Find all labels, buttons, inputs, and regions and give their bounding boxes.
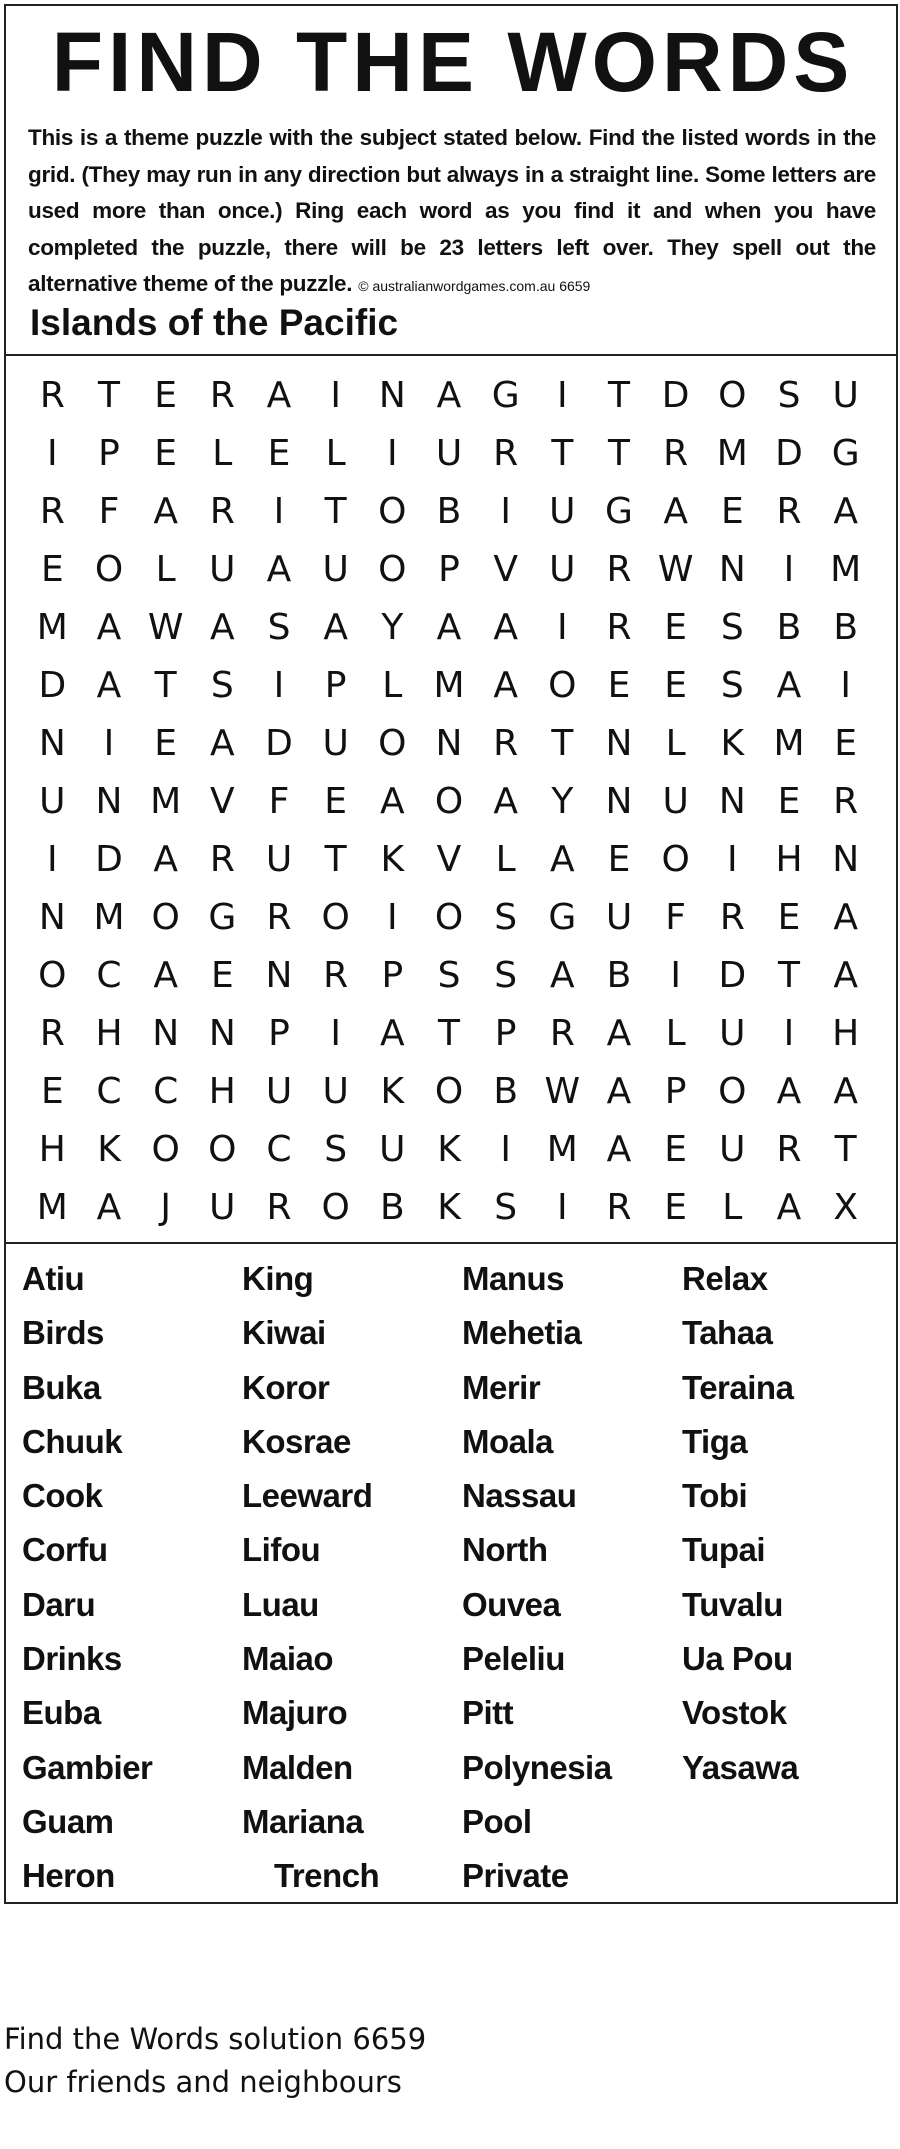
word-list-item: Chuuk [22,1422,123,1460]
grid-cell[interactable]: N [605,780,633,822]
grid-cell[interactable]: N [435,722,463,764]
grid-cell[interactable]: R [493,432,519,474]
grid-cell[interactable]: S [267,606,291,648]
grid-cell[interactable]: M [36,606,68,648]
grid-cell[interactable]: A [833,954,858,996]
grid-cell[interactable]: D [95,838,123,880]
grid-cell[interactable]: R [266,1186,292,1228]
grid-cell[interactable]: T [324,838,347,880]
grid-cell[interactable]: R [493,722,519,764]
grid-cell[interactable]: R [606,606,632,648]
grid-cell[interactable]: R [776,490,802,532]
grid-cell[interactable]: M [36,1186,68,1228]
grid-cell[interactable]: P [438,548,460,590]
grid-cell[interactable]: R [266,896,292,938]
word-list-item: Teraina [682,1368,794,1406]
grid-cell[interactable]: G [605,490,633,532]
grid-cell[interactable]: R [209,490,235,532]
grid-cell[interactable]: E [664,1128,688,1170]
grid-cell[interactable]: Y [381,606,404,648]
grid-cell[interactable]: H [95,1012,123,1054]
grid-cell[interactable]: A [776,1070,802,1112]
grid-cell[interactable]: U [549,490,576,532]
grid-cell[interactable]: I [387,432,398,474]
grid-cell[interactable]: L [665,722,686,764]
grid-cell[interactable]: L [382,664,403,706]
word-list-item: Tiga [682,1422,748,1460]
grid-cell[interactable]: O [718,374,747,416]
word-list-item: Atiu [22,1260,85,1297]
grid-cell[interactable]: E [40,548,64,590]
word-list-item: Cook [22,1477,103,1515]
grid-cell[interactable]: O [151,1128,180,1170]
word-list-item: Trench [274,1857,380,1895]
grid-cell[interactable]: A [153,838,178,880]
grid-cell[interactable]: I [500,490,511,532]
word-list-item: Polynesia [462,1748,612,1786]
word-list-item: Kiwai [242,1314,326,1352]
grid-cell[interactable]: A [153,954,178,996]
grid-cell[interactable]: A [606,1070,632,1112]
grid-cell[interactable]: P [98,432,120,474]
grid-cell[interactable]: O [151,896,180,938]
grid-cell[interactable]: N [152,1012,180,1054]
word-list-item: Lifou [242,1531,321,1569]
grid-cell[interactable]: V [493,548,518,590]
grid-cell[interactable]: R [39,1012,65,1054]
word-list [22,1252,900,1902]
word-list-item: Malden [242,1748,353,1786]
grid-cell[interactable]: U [605,896,633,938]
grid-cell[interactable]: L [155,548,176,590]
word-list-item: Private [462,1857,569,1895]
grid-cell[interactable]: A [776,664,802,706]
grid-cell[interactable]: I [670,954,681,996]
word-list-item: Tahaa [682,1314,773,1352]
grid-cell[interactable]: S [494,1186,518,1228]
grid-cell[interactable]: A [550,838,575,880]
grid-cell[interactable]: T [437,1012,460,1054]
grid-cell[interactable]: E [664,1186,688,1228]
grid-cell[interactable]: A [550,954,575,996]
grid-cell[interactable]: E [664,606,688,648]
word-list-item: Buka [22,1368,101,1406]
grid-cell[interactable]: A [833,490,858,532]
grid-cell[interactable]: O [321,896,350,938]
grid-cell[interactable]: O [548,664,577,706]
grid-cell[interactable]: T [777,954,800,996]
puzzle-theme: Islands of the Pacific [30,302,399,343]
grid-cell[interactable]: N [38,722,66,764]
word-list-item: Leeward [242,1477,373,1515]
instructions-text: This is a theme puzzle with the subject stated below. Find the listed words in the grid. (They may run in any direction but always in a straight line. Some letters are used more than once.) Ring each word as you find it and when you have completed the puzzle, there will be 23 letters left over. They spell out the alternative theme of the puzzle. [28,125,876,296]
grid-cell[interactable]: X [833,1186,858,1228]
copyright-text: © australianwordgames.com.au 6659 [358,278,591,294]
puzzle-instructions [28,120,876,305]
grid-cell[interactable]: A [380,780,405,822]
word-list-item: Mariana [242,1802,364,1840]
word-list-item: Daru [22,1585,96,1623]
grid-cell[interactable]: E [210,954,234,996]
grid-cell[interactable]: I [273,490,285,532]
word-list-item: Ouvea [462,1585,561,1623]
grid-cell[interactable]: A [96,606,122,648]
grid-cell[interactable]: M [433,664,465,706]
word-list-item: Heron [22,1857,115,1895]
grid-cell[interactable]: P [494,1012,517,1054]
grid-cell[interactable]: L [665,1012,686,1054]
grid-cell[interactable]: A [606,1012,632,1054]
word-list-item: Birds [22,1314,104,1352]
grid-cell[interactable]: U [39,780,66,822]
solution-answer: Our friends and neighbours [4,2065,402,2099]
word-list-item: North [462,1531,548,1569]
grid-cell[interactable]: K [720,722,745,764]
word-list-item: Tupai [682,1531,766,1569]
grid-cell[interactable]: P [268,1012,290,1054]
grid-cell[interactable]: A [663,490,688,532]
grid-cell[interactable]: F [665,896,687,938]
word-list-item: Nassau [462,1477,577,1515]
grid-cell[interactable]: D [265,722,293,764]
grid-cell[interactable]: E [777,896,801,938]
grid-cell[interactable]: C [96,954,122,996]
grid-cell[interactable]: G [831,432,860,474]
grid-cell[interactable]: C [266,1128,292,1170]
grid-cell[interactable]: K [97,1128,121,1170]
grid-cell[interactable]: K [437,1186,461,1228]
puzzle-frame [4,4,898,1904]
grid-cell[interactable]: I [557,374,568,416]
grid-cell[interactable]: R [606,548,632,590]
grid-cell[interactable]: R [209,838,235,880]
grid-cell[interactable]: O [378,490,407,532]
grid-cell[interactable]: T [607,432,630,474]
word-list-item: Merir [462,1368,541,1406]
grid-cell[interactable]: C [96,1070,122,1112]
grid-cell[interactable]: E [607,838,631,880]
grid-cell[interactable]: S [494,896,518,938]
grid-cell[interactable]: I [727,838,738,880]
grid-cell[interactable]: U [549,548,576,590]
grid-cell[interactable]: S [494,954,518,996]
grid-cell[interactable]: E [40,1070,64,1112]
word-list-item: Vostok [682,1694,787,1732]
grid-cell[interactable]: S [720,664,744,706]
grid-cell[interactable]: L [722,1186,743,1228]
grid-cell[interactable]: N [718,548,746,590]
grid-cell[interactable]: E [324,780,348,822]
letter-grid [24,366,874,1236]
grid-cell[interactable]: M [93,896,125,938]
grid-cell[interactable]: J [160,1186,171,1228]
grid-cell[interactable]: B [833,606,859,648]
grid-cell[interactable]: U [719,1128,746,1170]
grid-cell[interactable]: D [775,432,803,474]
grid-cell[interactable]: G [208,896,237,938]
grid-cell[interactable]: I [557,606,568,648]
grid-cell[interactable]: P [324,664,347,706]
grid-cell[interactable]: A [266,548,292,590]
grid-cell[interactable]: H [832,1012,860,1054]
grid-cell[interactable]: W [657,548,694,590]
grid-cell[interactable]: M [716,432,748,474]
grid-cell[interactable]: T [154,664,177,706]
grid-cell[interactable]: W [147,606,184,648]
grid-cell[interactable]: M [830,548,862,590]
grid-cell[interactable]: H [775,838,803,880]
grid-cell[interactable]: B [606,954,632,996]
grid-cell[interactable]: O [378,722,407,764]
grid-cell[interactable]: N [832,838,860,880]
word-list-item: Tuvalu [682,1585,783,1623]
word-list-item: Corfu [22,1531,108,1569]
grid-cell[interactable]: T [97,374,120,416]
grid-cell[interactable]: N [605,722,633,764]
grid-cell[interactable]: K [380,838,405,880]
grid-cell[interactable]: I [557,1186,568,1228]
word-list-item: Peleliu [462,1640,565,1678]
grid-cell[interactable]: O [321,1186,350,1228]
grid-cell[interactable]: S [777,374,801,416]
grid-cell[interactable]: R [549,1012,575,1054]
grid-cell[interactable]: A [266,374,292,416]
grid-cell[interactable]: T [551,432,574,474]
solution-heading: Find the Words solution 6659 [4,2022,427,2056]
grid-cell[interactable]: U [265,838,293,880]
grid-cell[interactable]: S [720,606,744,648]
grid-cell[interactable]: L [212,432,233,474]
word-list-item: Drinks [22,1640,122,1678]
grid-cell[interactable]: B [493,1070,519,1112]
grid-cell[interactable]: E [267,432,291,474]
grid-cell[interactable]: U [209,1186,236,1228]
grid-cell[interactable]: B [436,490,462,532]
grid-cell[interactable]: A [493,606,518,648]
grid-cell[interactable]: I [387,896,398,938]
word-list-item: King [242,1260,314,1297]
grid-cell[interactable]: R [209,374,235,416]
grid-cell[interactable]: U [209,548,236,590]
grid-cell[interactable]: L [325,432,346,474]
grid-cell[interactable]: I [840,664,851,706]
word-list-item: Mehetia [462,1314,582,1352]
grid-cell[interactable]: O [378,548,407,590]
grid-cell[interactable]: A [776,1186,802,1228]
grid-cell[interactable]: A [96,1186,122,1228]
grid-cell[interactable]: M [773,722,805,764]
grid-cell[interactable]: I [330,374,341,416]
grid-cell[interactable]: I [783,548,795,590]
grid-cell[interactable]: I [103,722,115,764]
grid-cell[interactable]: I [330,1012,341,1054]
grid-cell[interactable]: N [378,374,406,416]
puzzle-title: FIND THE WORDS [51,15,855,109]
grid-cell[interactable]: D [38,664,67,706]
grid-cell[interactable]: A [96,664,122,706]
grid-cell[interactable]: A [323,606,348,648]
grid-cell[interactable]: H [208,1070,236,1112]
grid-cell[interactable]: M [546,1128,578,1170]
grid-cell[interactable]: U [832,374,859,416]
word-list-item: Maiao [242,1640,334,1678]
grid-cell[interactable]: E [154,722,178,764]
grid-cell[interactable]: A [380,1012,405,1054]
grid-cell[interactable]: D [661,374,690,416]
grid-cell[interactable]: O [38,954,67,996]
grid-cell[interactable]: W [544,1070,581,1112]
grid-cell[interactable]: R [39,490,65,532]
word-list-item: Gambier [22,1748,153,1786]
grid-cell[interactable]: D [718,954,747,996]
grid-cell[interactable]: O [434,896,464,938]
grid-cell[interactable]: O [208,1128,237,1170]
grid-cell[interactable]: S [210,664,234,706]
grid-cell[interactable]: E [777,780,801,822]
grid-cell[interactable]: B [776,606,802,648]
grid-cell[interactable]: A [210,722,235,764]
grid-cell[interactable]: T [324,490,347,532]
divider-top [6,354,896,356]
grid-cell[interactable]: B [379,1186,405,1228]
grid-cell[interactable]: A [833,896,858,938]
word-list-item: Luau [242,1585,319,1623]
grid-cell[interactable]: I [500,1128,511,1170]
grid-cell[interactable]: A [153,490,178,532]
word-list-item: Ua Pou [682,1640,793,1678]
grid-cell[interactable]: U [322,548,349,590]
grid-cell[interactable]: R [719,896,745,938]
grid-cell[interactable]: U [322,1070,349,1112]
grid-cell[interactable]: M [150,780,182,822]
word-list-item: Tobi [682,1477,748,1515]
word-list-item [682,1849,900,1903]
grid-cell[interactable]: H [38,1128,66,1170]
grid-cell[interactable]: T [551,722,574,764]
grid-cell[interactable]: A [436,606,462,648]
grid-cell[interactable]: V [436,838,462,880]
grid-cell[interactable]: G [548,896,577,938]
word-list-item: Pitt [462,1694,514,1732]
grid-cell[interactable]: T [607,374,630,416]
grid-cell[interactable]: U [265,1070,293,1112]
grid-cell[interactable]: K [437,1128,461,1170]
grid-cell[interactable]: O [94,548,124,590]
grid-cell[interactable]: F [268,780,290,822]
grid-cell[interactable]: N [718,780,746,822]
grid-cell[interactable]: E [154,432,178,474]
grid-cell[interactable]: R [776,1128,802,1170]
grid-cell[interactable]: A [436,374,462,416]
grid-cell[interactable]: G [491,374,520,416]
grid-cell[interactable]: R [663,432,689,474]
grid-cell[interactable]: R [39,374,65,416]
grid-cell[interactable]: I [47,432,58,474]
grid-cell[interactable]: N [38,896,66,938]
grid-cell[interactable]: P [664,1070,687,1112]
grid-cell[interactable]: Y [551,780,574,822]
grid-cell[interactable]: O [661,838,690,880]
grid-cell[interactable]: E [607,664,631,706]
grid-cell[interactable]: I [273,664,285,706]
grid-cell[interactable]: N [265,954,293,996]
grid-cell[interactable]: U [719,1012,746,1054]
grid-cell[interactable]: U [662,780,689,822]
word-list-item: Guam [22,1802,114,1840]
word-list-item [682,1795,900,1849]
grid-cell[interactable]: O [434,780,464,822]
grid-cell[interactable]: R [833,780,859,822]
grid-cell[interactable]: A [606,1128,632,1170]
grid-cell[interactable]: A [210,606,235,648]
word-list-item: Yasawa [682,1748,799,1786]
grid-cell[interactable]: T [834,1128,857,1170]
word-list-item: Pool [462,1802,532,1840]
grid-cell[interactable]: E [664,664,688,706]
grid-cell[interactable]: F [98,490,120,532]
word-list-item: Koror [242,1368,330,1406]
grid-cell[interactable]: E [720,490,744,532]
word-list-item: Moala [462,1422,554,1460]
grid-cell[interactable]: R [323,954,349,996]
grid-cell[interactable]: L [495,838,516,880]
grid-cell[interactable]: O [718,1070,747,1112]
grid-cell[interactable]: S [324,1128,348,1170]
grid-cell[interactable]: U [379,1128,406,1170]
word-list-item: Relax [682,1260,768,1297]
word-list-item: Majuro [242,1694,348,1732]
word-list-item: Manus [462,1260,565,1297]
grid-cell[interactable]: A [833,1070,858,1112]
grid-cell[interactable]: S [437,954,461,996]
word-list-item: Kosrae [242,1422,351,1460]
divider-bottom [6,1242,896,1244]
grid-cell[interactable]: U [322,722,349,764]
grid-cell[interactable]: N [95,780,123,822]
grid-cell[interactable]: V [210,780,235,822]
grid-cell[interactable]: N [208,1012,236,1054]
grid-cell[interactable]: C [153,1070,179,1112]
grid-cell[interactable]: E [154,374,178,416]
grid-cell[interactable]: K [380,1070,405,1112]
grid-cell[interactable]: R [606,1186,632,1228]
grid-cell[interactable]: I [47,838,58,880]
grid-cell[interactable]: A [493,780,518,822]
word-list-item: Euba [22,1694,101,1732]
grid-cell[interactable]: O [434,1070,464,1112]
grid-cell[interactable]: I [783,1012,795,1054]
grid-cell[interactable]: P [381,954,404,996]
grid-cell[interactable]: U [435,432,463,474]
grid-cell[interactable]: A [493,664,518,706]
grid-cell[interactable]: E [834,722,858,764]
